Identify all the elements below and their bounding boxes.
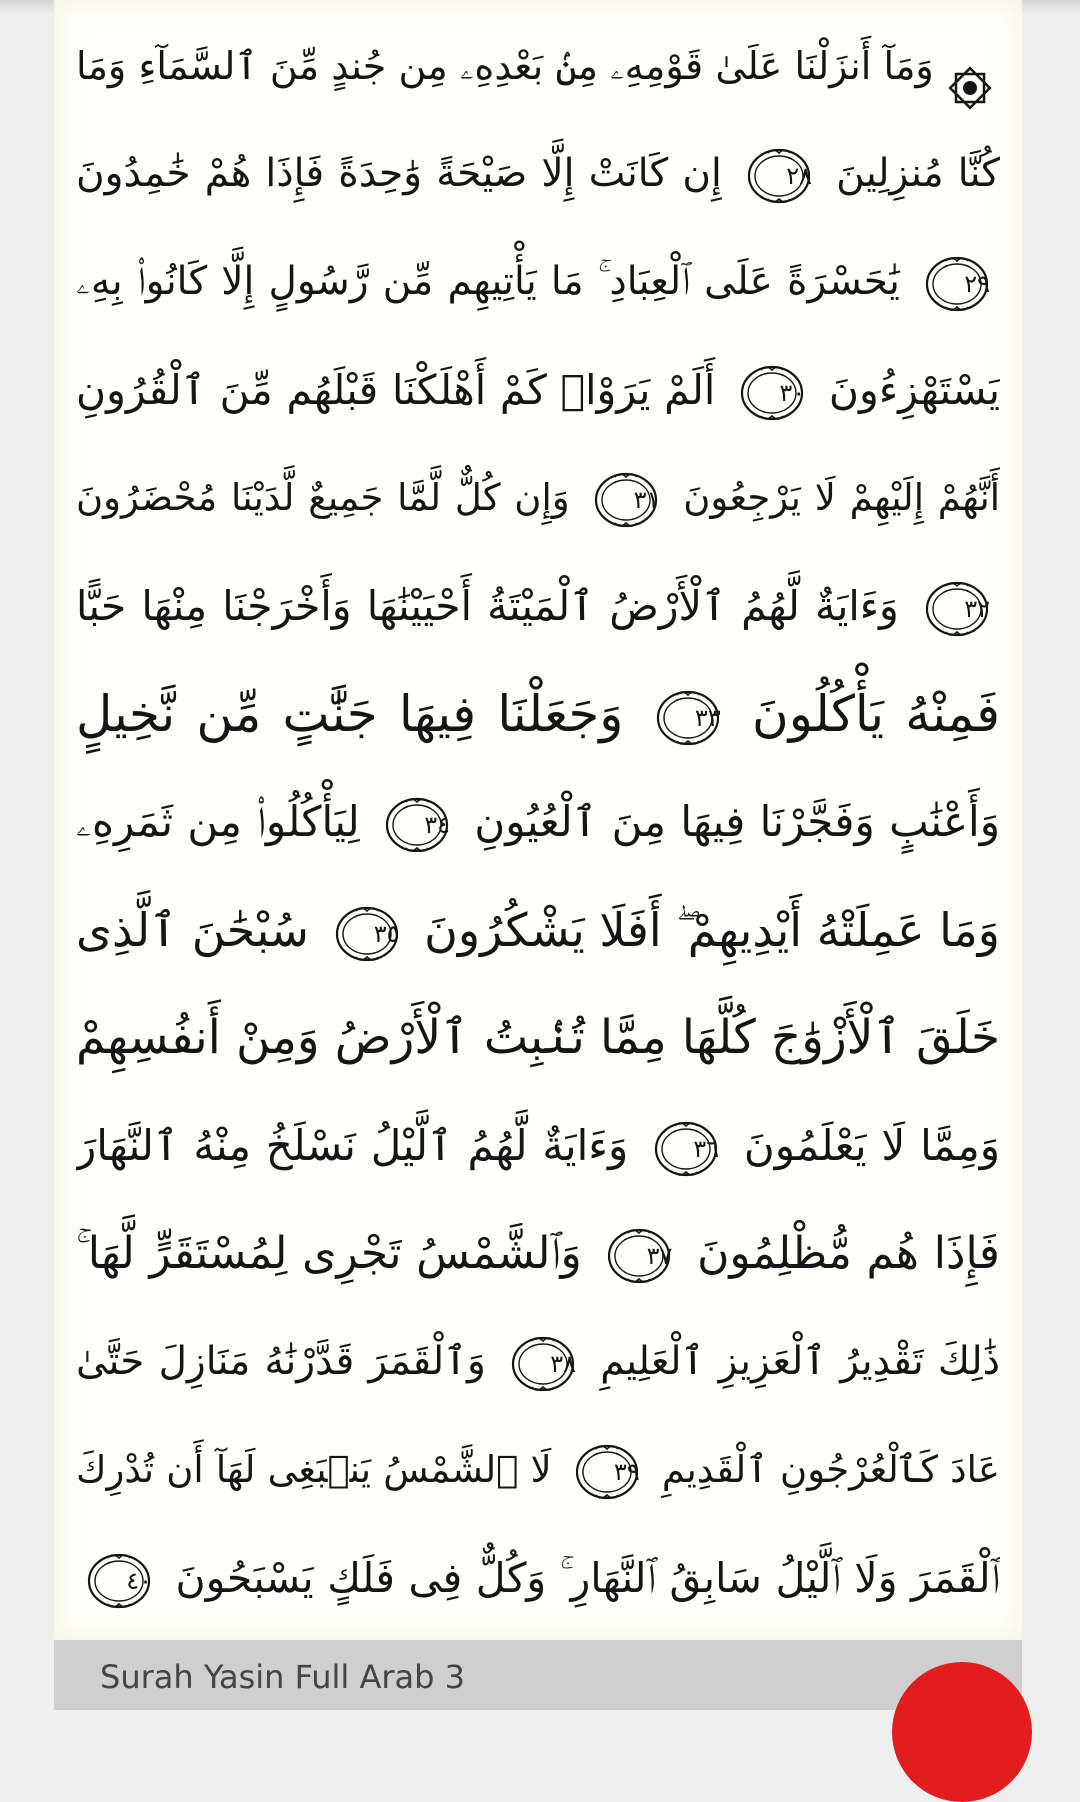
footer-bar (54, 1640, 1022, 1710)
ayah-number: ٣٦ (693, 1134, 720, 1163)
quran-line (76, 768, 1000, 876)
verse-text: كُنَّا مُنزِلِينَ (836, 151, 1000, 196)
verse-text: وَمِمَّا لَا يَعْلَمُونَ (743, 1121, 1000, 1170)
ayah-marker-icon (593, 471, 659, 529)
ayah-marker-icon (384, 796, 450, 854)
ayah-marker-icon (924, 580, 990, 638)
quran-line (76, 444, 1000, 552)
quran-line (76, 1416, 1000, 1524)
ayah-number: ٣٠ (779, 379, 806, 407)
verse-text: وَمَآ أَنزَلْنَا عَلَىٰ قَوْمِهِۦ مِنۢ بَعْدِهِۦ مِن جُندٍ مِّنَ ٱلسَّمَآءِ وَمَا (76, 44, 934, 88)
quran-line (76, 336, 1000, 444)
verse-text: يَٰحَسْرَةً عَلَى ٱلْعِبَادِ ۚ مَا يَأْتِيهِم مِّن رَّسُولٍ إِلَّا كَانُوا۟ بِهِۦ (76, 259, 900, 304)
floating-action-button[interactable] (892, 1662, 1032, 1802)
quran-line (76, 984, 1000, 1092)
ayah-marker-icon (606, 1227, 672, 1285)
ayah-number: ٢٩ (964, 269, 990, 298)
verse-text: سُبْحَٰنَ ٱلَّذِى (76, 903, 309, 957)
quran-line (76, 228, 1000, 336)
ayah-number: ٢٨ (786, 161, 812, 190)
ayah-number: ٣٣ (694, 703, 721, 732)
ayah-marker-icon (924, 255, 990, 313)
ayah-number: ٣٥ (373, 919, 400, 948)
quran-line (76, 1524, 1000, 1632)
ayah-number: ٣٢ (964, 595, 990, 623)
quran-line (76, 1092, 1000, 1200)
verse-text: وَجَعَلْنَا فِيهَا جَنَّٰتٍ مِّن نَّخِيلٍ (76, 685, 624, 743)
ayah-number: ٣١ (633, 485, 660, 514)
quran-line (76, 660, 1000, 768)
ayah-number: ٣٤ (424, 810, 451, 839)
verse-text: لَا ٱلشَّمْسُ يَنۢبَغِى لَهَآ أَن تُدْرِكَ (76, 1448, 552, 1491)
ayah-marker-icon (334, 905, 400, 963)
quran-line (76, 120, 1000, 228)
quran-line (76, 1200, 1000, 1308)
verse-text: وَٱلْقَمَرَ قَدَّرْنَٰهُ مَنَازِلَ حَتَّىٰ (76, 1339, 486, 1384)
verse-text: وَأَعْنَٰبٍ وَفَجَّرْنَا فِيهَا مِنَ ٱلْعُيُونِ (474, 797, 1000, 846)
quran-line (76, 1308, 1000, 1416)
mushaf-page (54, 0, 1022, 1640)
verse-text: يَسْتَهْزِءُونَ (828, 366, 1000, 414)
verse-text: وَإِن كُلٌّ لَّمَّا جَمِيعٌ لَّدَيْنَا مُحْضَرُونَ (76, 476, 570, 519)
ayah-marker-icon (510, 1335, 576, 1393)
ayah-number: ٣٩ (613, 1457, 640, 1486)
quran-line (76, 876, 1000, 984)
verse-text: إِن كَانَتْ إِلَّا صَيْحَةً وَٰحِدَةً فَإِذَا هُمْ خَٰمِدُونَ (76, 151, 722, 196)
verse-text: أَلَمْ يَرَوْا۟ كَمْ أَهْلَكْنَا قَبْلَهُم مِّنَ ٱلْقُرُونِ (76, 366, 716, 414)
ayah-marker-icon (653, 1120, 719, 1178)
verse-text: لِيَأْكُلُوا۟ مِن ثَمَرِهِۦ (76, 797, 360, 846)
ayah-number: ٣٨ (550, 1349, 576, 1378)
ayah-marker-icon (86, 1552, 152, 1610)
verse-text: وَٱلشَّمْسُ تَجْرِى لِمُسْتَقَرٍّ لَّهَا ۚ (76, 1228, 582, 1279)
verse-text: ٱلْقَمَرَ وَلَا ٱلَّيْلُ سَابِقُ ٱلنَّهَارِ ۚ وَكُلٌّ فِى فَلَكٍ يَسْبَحُونَ (175, 1554, 1000, 1602)
verse-text: ذَٰلِكَ تَقْدِيرُ ٱلْعَزِيزِ ٱلْعَلِيمِ (600, 1339, 1000, 1384)
ayah-number: ٣٧ (646, 1242, 673, 1270)
verse-text: عَادَ كَٱلْعُرْجُونِ ٱلْقَدِيمِ (661, 1448, 1000, 1491)
quran-line (76, 552, 1000, 660)
verse-text: فَإِذَا هُم مُّظْلِمُونَ (697, 1228, 1000, 1279)
footer-title: Surah Yasin Full Arab 3 (100, 1658, 465, 1696)
verse-text: أَنَّهُمْ إِلَيْهِمْ لَا يَرْجِعُونَ (683, 476, 1000, 519)
verse-text: وَءَايَةٌ لَّهُمُ ٱلَّيْلُ نَسْلَخُ مِنْهُ ٱلنَّهَارَ (76, 1121, 629, 1170)
ayah-marker-icon (574, 1443, 640, 1501)
verse-text: فَمِنْهُ يَأْكُلُونَ (751, 685, 1000, 743)
verse-text: خَلَقَ ٱلْأَزْوَٰجَ كُلَّهَا مِمَّا تُنۢبِتُ ٱلْأَرْضُ وَمِنْ أَنفُسِهِمْ (76, 1010, 1000, 1065)
quran-line (76, 12, 1000, 120)
ayah-marker-icon (739, 364, 805, 422)
ayah-marker-icon (655, 689, 721, 747)
verse-text: وَءَايَةٌ لَّهُمُ ٱلْأَرْضُ ٱلْمَيْتَةُ أَحْيَيْنَٰهَا وَأَخْرَجْنَا مِنْهَا حَبًّا (76, 582, 899, 630)
verse-text: وَمَا عَمِلَتْهُ أَيْدِيهِمْ ۖ أَفَلَا يَشْكُرُونَ (424, 903, 1000, 957)
ayah-marker-icon (746, 147, 812, 205)
rub-el-hizb-icon (946, 45, 994, 93)
ayah-number: ٤٠ (126, 1567, 152, 1595)
